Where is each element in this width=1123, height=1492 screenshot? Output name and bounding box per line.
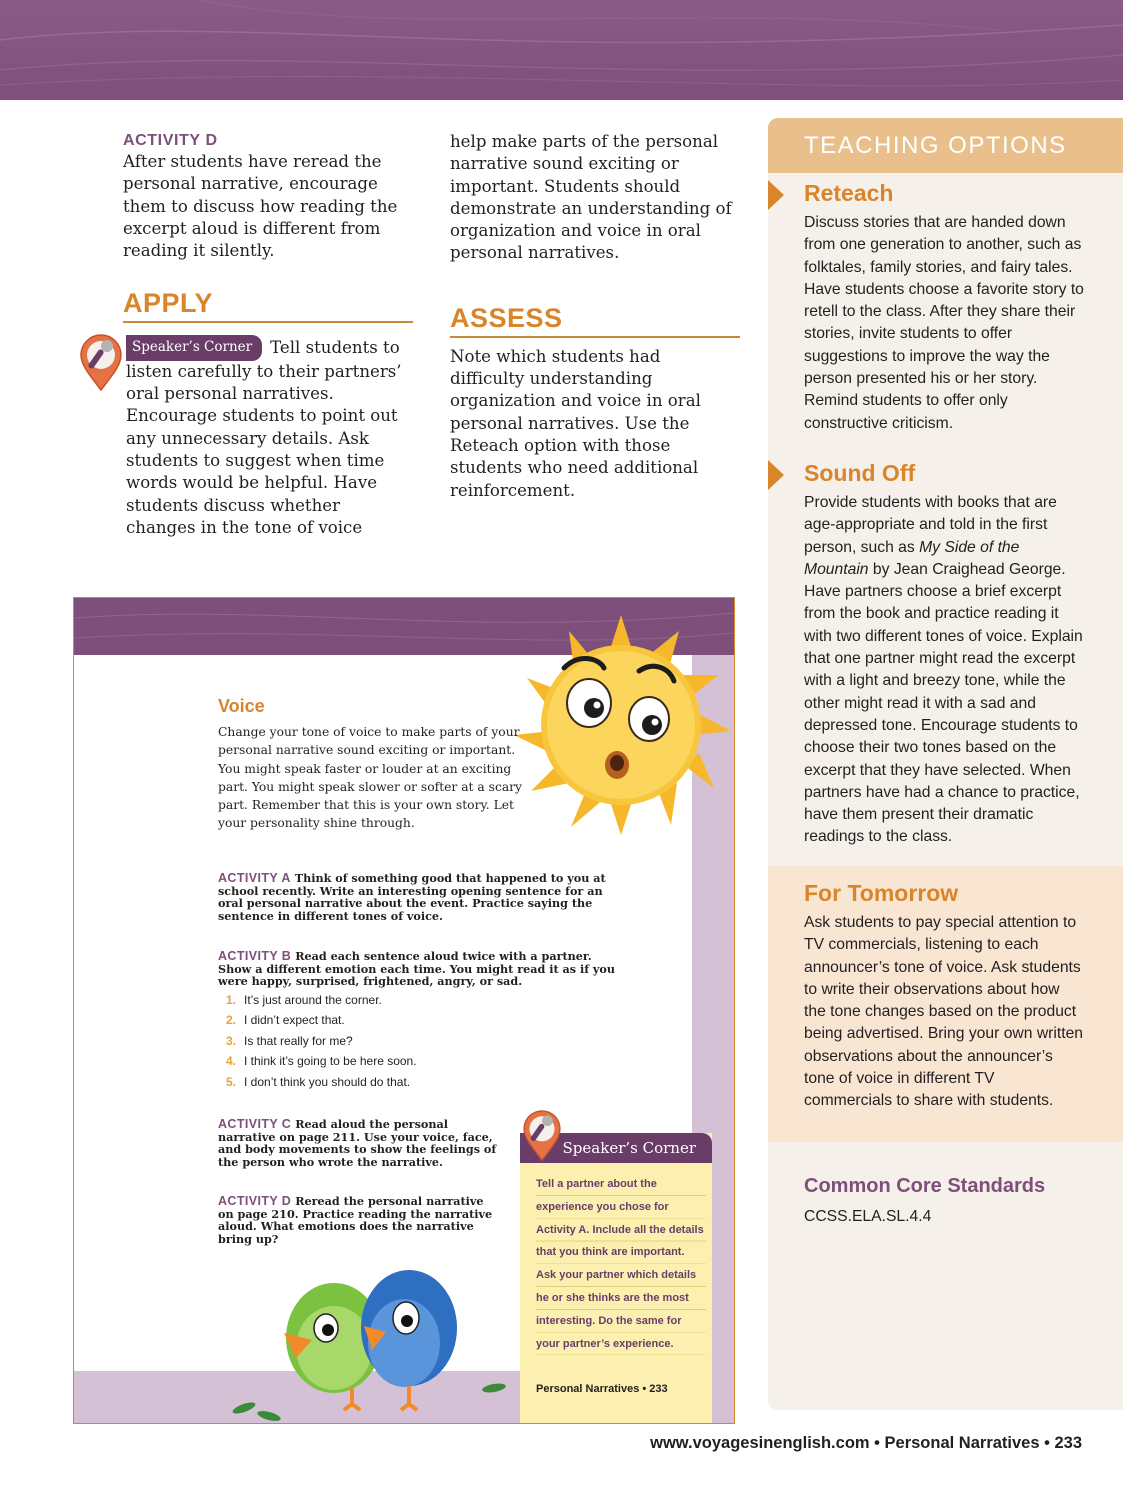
list-number: 1. [225,992,236,1007]
left-column [123,131,413,539]
list-text: I don’t think you should do that. [244,1074,411,1089]
list-text: It’s just around the corner. [244,992,382,1007]
speakers-corner-title: Speaker’s Corner [520,1133,712,1163]
for-tomorrow-heading: For Tomorrow [804,880,959,906]
assess-heading: ASSESS [450,303,740,338]
banner-swirl-decoration [0,0,1123,100]
list-number: 4. [225,1054,236,1069]
activity-d-student [218,1195,500,1245]
microphone-pin-icon [79,334,123,392]
activity-b [218,950,628,1092]
sound-off-text [804,492,1084,849]
sidebar-title: TEACHING OPTIONS [768,118,1123,173]
apply-text [123,335,413,539]
list-item [218,1010,628,1031]
activity-d-student-label: ACTIVITY D [218,1194,292,1208]
speakers-corner-box [520,1133,712,1423]
student-page-footer: Personal Narratives • 233 [536,1383,668,1395]
reteach-heading: Reteach [804,180,894,206]
activity-c [218,1118,500,1168]
birds-illustration-icon [224,1248,524,1423]
activity-a [218,872,628,922]
page-footer: www.voyagesinenglish.com • Personal Narratives • 233 [650,1434,1082,1452]
activity-d-label: ACTIVITY D [123,132,218,149]
standards-heading: Common Core Standards [804,1175,1046,1197]
list-item [218,990,628,1011]
for-tomorrow-text: Ask students to pay special attention to TV commercials, listening to each announcer’s tone of voice. Ask students to write their observations about how the tone changes based on the product being advertised. Bring your own written observations about the announcer’s tone of voice in different TV commercials to share with students. [804,914,1084,1110]
list-text: I think it’s going to be here soon. [244,1054,417,1069]
standards-code: CCSS.ELA.SL.4.4 [804,1208,932,1225]
list-text: I didn’t expect that. [244,1013,345,1028]
activity-a-text: Think of something good that happened to you at school recently. Write an interesting opening sentence for an oral personal narrative about the event. Practice saying the sentence in different tones of voice. [218,871,606,923]
list-item [218,1031,628,1052]
sentence-list [218,990,628,1093]
activity-c-label: ACTIVITY C [218,1117,292,1131]
book-title: My Side of the Mountain [804,538,1020,578]
speakers-corner-text: Tell a partner about the experience you chose for Activity A. Include all the details that you think are important. Ask your partner which details he or she thinks are the most interesting. Do the same for your partner’s experience. [536,1173,706,1355]
list-number: 2. [225,1013,236,1028]
sound-off-text-a: Provide students with books that are age-appropriate and told in the first person, such as [804,494,1057,556]
sound-off-marker-icon [768,460,784,490]
voice-text: Change your tone of voice to make parts of your personal narrative sound exciting or important. You might speak faster or louder at an exciting part. You might speak slower or softer at a scary part. Remember that this is your own story. Let your personality shine through. [218,725,522,831]
voice-heading: Voice [218,696,265,716]
student-book-page [73,597,735,1424]
teaching-options-sidebar [768,118,1123,1410]
activity-d-student-text: Reread the personal narrative on page 210. Practice reading the narrative aloud. What emotions does the narrative bring up? [218,1194,493,1246]
for-tomorrow-section [804,880,1084,1113]
sound-off-text-b: by Jean Craighead George. Have partners choose a brief excerpt from the book and practice reading it with two different tones of voice. Explain that one partner might read the excerpt with a light and breezy tone, while the other might read it with a sad and depressed tone. Encourage students to choose their two tones based on the excerpt that they have selected. When partners have had a chance to practice, have them present their dramatic readings to the class. [804,560,1083,846]
list-item [218,1072,628,1093]
reteach-section [804,180,1084,435]
sun-character-icon [509,613,734,838]
speakers-corner-pill: Speaker’s Corner [126,335,262,360]
continued-text: help make parts of the personal narrative sound exciting or important. Students should demonstrate an understanding of organization and voice in oral personal narratives. [450,132,732,263]
list-text: Is that really for me? [244,1033,353,1048]
sound-off-heading: Sound Off [804,460,916,486]
apply-heading: APPLY [123,288,413,323]
activity-d-text: After students have reread the personal narrative, encourage them to discuss how reading the excerpt aloud is different from reading it silently. [123,152,398,261]
microphone-pin-icon [522,1110,562,1162]
list-number: 3. [225,1033,236,1048]
activity-c-text: Read aloud the personal narrative on page 211. Use your voice, face, and body movements to show the feelings of the person who wrote the narrative. [218,1117,497,1169]
apply-body: Tell students to listen carefully to their partners’ oral personal narratives. Encourage students to point out any unnecessary details. Ask students to suggest when time words would be helpful. Have students discuss whether changes in the tone of voice [126,338,402,537]
list-number: 5. [225,1074,236,1089]
reteach-marker-icon [768,180,784,210]
activity-b-text: Read each sentence aloud twice with a partner. Show a different emotion each time. You might read it as if you were happy, surprised, frightened, angry, or sad. [218,949,616,989]
activity-a-label: ACTIVITY A [218,871,291,885]
voice-section [218,696,528,833]
assess-text: Note which students had difficulty understanding organization and voice in oral personal narratives. Use the Reteach option with those students who need additional reinforcement. [450,346,701,500]
middle-column [450,131,740,502]
header-banner [0,0,1123,100]
list-item [218,1051,628,1072]
activity-b-label: ACTIVITY B [218,949,292,963]
standards-section [804,1174,1084,1228]
reteach-text: Discuss stories that are handed down from one generation to another, such as folktales, family stories, and fairy tales. Have students choose a favorite story to retell to the class. After they share their stories, invite students to offer suggestions to improve the way the person presented his or her story. Remind students to offer only constructive criticism. [804,214,1084,432]
sound-off-section [804,460,1084,849]
